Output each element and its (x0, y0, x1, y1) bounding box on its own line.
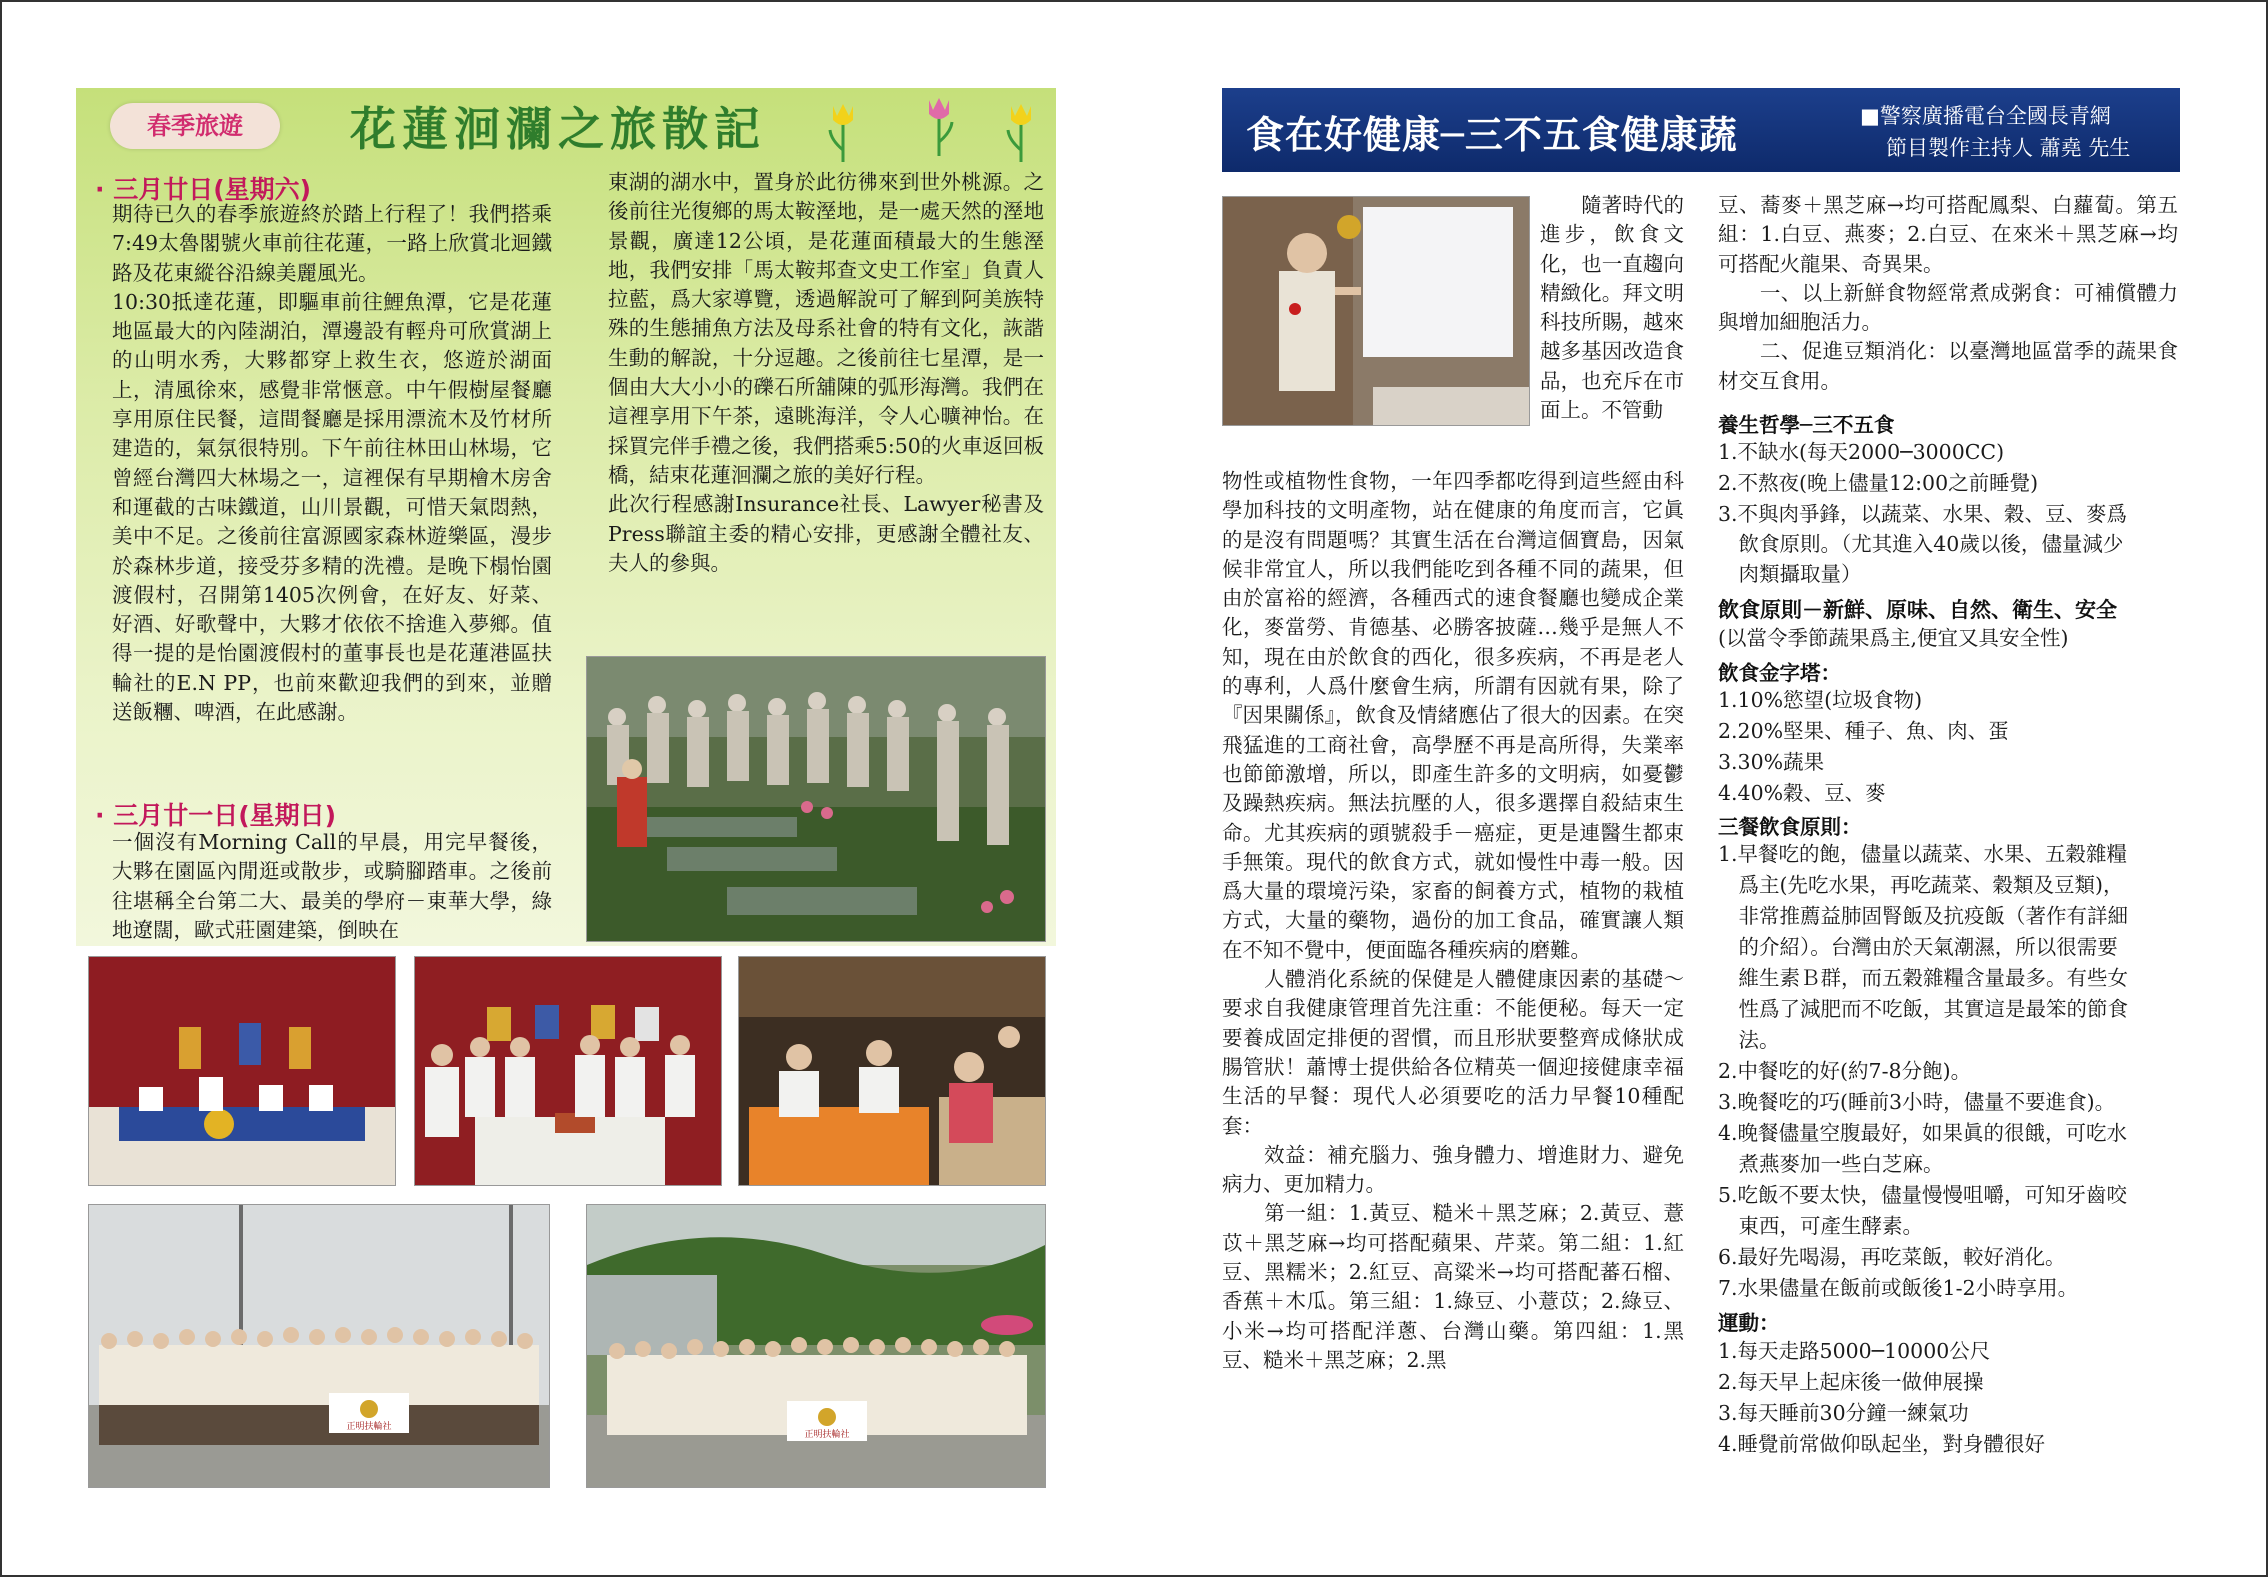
banner-text-photo2: 正明扶輪社 (804, 1430, 850, 1440)
section-heading-day2: · 三月廿一日(星期日) (95, 801, 337, 830)
frame-top-line (0, 0, 2268, 2)
right-col2-intro: 豆、蕎麥＋黑芝麻→均可搭配鳳梨、白蘿蔔。第五組：1.白豆、燕麥；2.白豆、在來米＋黑芝麻→均可搭配火龍果、奇異果。 一、以上新鮮食物經常煮成粥食：可補償體力與增加細胞活力。 二、促進豆類消化：以臺灣地區當季的蔬果食材交互食用。 (1718, 193, 2178, 393)
meal-item: 法。 (1718, 1028, 1780, 1052)
section-text-day1: 期待已久的春季旅遊終於踏上行程了！我們搭乘7:49太魯閣號火車前往花蓮，一路上欣賞北迴鐵路及花東縱谷沿線美麗風光。 10:30抵達花蓮，即驅車前往鯉魚潭，它是花蓮地區最大的內陸湖泊，潭邊設有輕舟可欣賞湖上的山明水秀，大夥都穿上救生衣，悠遊於湖面上，清風徐來，感覺非常愜意。中午假樹屋餐廳享用原住民餐，這間餐廳是採用漂流木及竹材所建造的，氣氛很特別。下午前往林田山林場，它曾經台灣四大林場之一，這裡保有早期檜木房舍和運截的古味鐵道，山川景觀，可惜天氣悶熱，美中不足。之後前往富源國家森林遊樂區，漫步於森林步道，接受芬多精的洗禮。是晚下榻怡園渡假村，召開第1405次例會，在好友、好菜、好酒、好歌聲中，大夥才依依不捨進入夢鄉。值得一提的是怡園渡假村的董事長也是花蓮港區扶輪社的E.N PP，也前來歡迎我們的到來，並贈送飯糰、啤酒，在此感謝。 (112, 202, 552, 725)
heading-three-meals: 三餐飲食原則： (1718, 815, 1862, 839)
exercise-item: 4.睡覺前常做仰臥起坐，對身體很好 (1718, 1432, 2046, 1456)
photo-group-outdoor-2 (586, 1204, 1046, 1488)
meal-item: 性爲了減肥而不吃飯，其實這是最笨的節食 (1718, 997, 2128, 1021)
meal-item: 3.晚餐吃的巧(睡前3小時，儘量不要進食)。 (1718, 1090, 2116, 1114)
banner-text-photo1: 正明扶輪社 (346, 1422, 392, 1432)
diet-principle-note: (以當令季節蔬果爲主,便宜又具安全性) (1718, 626, 2069, 650)
meal-item: 5.吃飯不要太快，儘量慢慢咀嚼，可知牙齒咬 (1718, 1183, 2128, 1207)
tulip-pink-icon (922, 94, 956, 158)
right-article-title: 食在好健康─三不五食健康蔬 (1246, 112, 1738, 157)
meal-item: 4.晚餐儘量空腹最好，如果眞的很餓，可吃水 (1718, 1121, 2128, 1145)
philosophy-item: 飲食原則。（尤其進入40歲以後，儘量減少 (1718, 532, 2124, 556)
pyramid-item: 2.20%堅果、種子、魚、肉、蛋 (1718, 719, 2009, 743)
meal-item: 維生素Ｂ群，而五穀雜糧含量最多。有些女 (1718, 966, 2128, 990)
exercise-item: 3.每天睡前30分鐘一練氣功 (1718, 1401, 1969, 1425)
pyramid-item: 3.30%蔬果 (1718, 750, 1825, 774)
column-two-text: 東湖的湖水中，置身於此彷彿來到世外桃源。之後前往光復鄉的馬太鞍溼地，是一處天然的溼地景觀，廣達12公頃，是花蓮面積最大的生態溼地，我們安排「馬太鞍邦查文史工作室」負責人拉藍，爲大家導覽，透過解說可了解到阿美族特殊的生態捕魚方法及母系社會的特有文化，詼諧生動的解說，十分逗趣。之後前往七星潭，是一個由大大小小的礫石所舖陳的弧形海灣。我們在這裡享用下午茶，遠眺海洋，令人心曠神怡。在採買完伴手禮之後，我們搭乘5:50的火車返回板橋，結束花蓮洄瀾之旅的美好行程。 此次行程感謝Insurance社長、Lawyer秘書及Press聯誼主委的精心安排，更感謝全體社友、夫人的參與。 (608, 170, 1044, 575)
meal-item: 的介紹）。台灣由於天氣潮濕，所以很需要 (1718, 935, 2118, 959)
exercise-item: 2.每天早上起床後一做伸展操 (1718, 1370, 1984, 1394)
meal-item: 2.中餐吃的好(約7-8分飽)。 (1718, 1059, 1972, 1083)
photo-tea-party (738, 956, 1046, 1186)
philosophy-item: 3.不與肉爭鋒，以蔬菜、水果、穀、豆、麥爲 (1718, 502, 2128, 526)
meal-item: 東西，可產生酵素。 (1718, 1214, 1923, 1238)
philosophy-item: 肉類攝取量） (1718, 562, 1862, 586)
author-name: 節目製作主持人 蕭堯 先生 (1886, 136, 2131, 160)
photo-wetland-tour (586, 656, 1046, 942)
intro-text-beside-photo: 隨著時代的進步，飲食文化，也一直趨向精緻化。拜文明科技所賜，越來越多基因改造食品，也充斥在市面上。不管動 (1540, 193, 1684, 423)
pyramid-item: 4.40%穀、豆、麥 (1718, 781, 1886, 805)
left-article-title: 花蓮洄瀾之旅散記 (350, 102, 766, 156)
spring-travel-tag: 春季旅遊 (110, 103, 280, 149)
section-text-day2: 一個沒有Morning Call的早晨，用完早餐後，大夥在園區內閒逛或散步，或騎腳踏車。之後前往堪稱全台第二大、最美的學府－東華大學，綠地遼闊，歐式莊園建築，倒映在 (112, 830, 552, 942)
photo-speaker (1222, 196, 1530, 426)
photo-group-outdoor-1 (88, 1204, 550, 1488)
main-article-text: 物性或植物性食物，一年四季都吃得到這些經由科學加科技的文明產物，站在健康的角度而言，它眞的是沒有問題嗎？其實生活在台灣這個寶島，因氣候非常宜人，所以我們能吃到各種不同的蔬果，但由於富裕的經濟，各種西式的速食餐廳也變成企業化，麥當勞、肯德基、必勝客披薩…幾乎是無人不知，現在由於飲食的西化，很多疾病，不再是老人的專利，人爲什麼會生病，所謂有因就有果，除了『因果關係』，飲食及情緒應佔了很大的因素。在突飛猛進的工商社會，高學歷不再是高所得，失業率也節節激增，所以，即產生許多的文明病，如憂鬱及躁熱疾病。無法抗壓的人，很多選擇自殺結束生命。尤其疾病的頭號殺手－癌症，更是連醫生都束手無策。現代的飲食方式，就如慢性中毒一般。因爲大量的環境污染，家畜的飼養方式，植物的栽植方式，大量的藥物，過份的加工食品，確實讓人類在不知不覺中，便面臨各種疾病的磨難。 人體消化系統的保健是人體健康因素的基礎～要求自我健康管理首先注重：不能便秘。每天一定要養成固定排便的習慣，而且形狀要整齊成條狀成腸管狀！蕭博士提供給各位精英一個迎接健康幸福生活的早餐：現代人必須要吃的活力早餐10種配套： 效益：補充腦力、強身體力、增進財力、避免病力、更加精力。 第一組：1.黃豆、糙米＋黑芝麻；2.黃豆、薏苡＋黑芝麻→均可搭配蘋果、芹菜。第二組：1.紅豆、黑糯米；2.紅豆、高粱米→均可搭配蕃石榴、香蕉＋木瓜。第三組：1.綠豆、小薏苡；2.綠豆、小米→均可搭配洋蔥、台灣山藥。第四組：1.黑豆、糙米＋黑芝麻；2.黑 (1222, 469, 1684, 1372)
exercise-item: 1.每天走路5000─10000公尺 (1718, 1339, 1991, 1363)
heading-exercise: 運動： (1718, 1311, 1780, 1335)
meal-item: 6.最好先喝湯，再吃菜飯，較好消化。 (1718, 1245, 2066, 1269)
philosophy-item: 1.不缺水(每天2000─3000CC) (1718, 440, 2005, 464)
meal-item: 非常推薦益肺固腎飯及抗疫飯（著作有詳細 (1718, 904, 2128, 928)
heading-food-pyramid: 飲食金字塔： (1718, 661, 1841, 685)
meal-item: 爲主(先吃水果，再吃蔬菜、穀類及豆類)， (1718, 873, 2124, 897)
meal-item: 煮燕麥加一些白芝麻。 (1718, 1152, 1944, 1176)
author-affiliation: ■警察廣播電台全國長青網 (1860, 104, 2111, 128)
tulip-yellow-icon-2 (1004, 100, 1038, 164)
tulip-yellow-icon (826, 100, 860, 164)
philosophy-item: 2.不熬夜(晚上儘量12:00之前睡覺) (1718, 471, 2039, 495)
meal-item: 7.水果儘量在飯前或飯後1-2小時享用。 (1718, 1276, 2079, 1300)
frame-left-line (0, 0, 2, 1577)
photo-toast-group (414, 956, 722, 1186)
meal-item: 1.早餐吃的飽，儘量以蔬菜、水果、五穀雜糧 (1718, 842, 2128, 866)
heading-philosophy: 養生哲學─三不五食 (1718, 413, 1895, 437)
pyramid-item: 1.10%慾望(垃圾食物) (1718, 688, 1923, 712)
section-heading-day1: · 三月廿日(星期六) (95, 175, 312, 204)
photo-meeting-speech (88, 956, 396, 1186)
heading-diet-principle: 飲食原則－新鮮、原味、自然、衛生、安全 (1718, 598, 2117, 622)
